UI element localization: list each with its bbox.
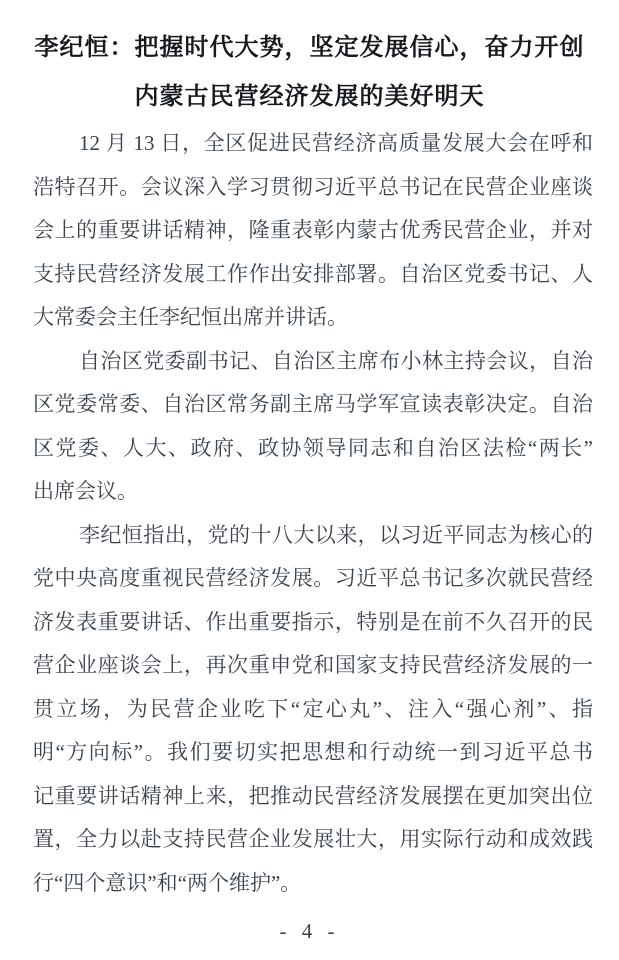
body-paragraph-2-line-4: 出席会议。 [33,479,138,503]
document-body [33,122,593,905]
document-title [0,0,619,122]
document-title-line-2: 内蒙古民营经济发展的美好明天 [134,84,485,110]
body-paragraph-3-line-4: 营企业座谈会上，再次重申党和国家支持民营经济发展的一 [33,653,593,677]
page-number: - 4 - [279,919,340,943]
body-paragraph-3-line-8: 置，全力以赴支持民营企业发展壮大，用实际行动和成效践 [33,827,593,851]
body-paragraph-3-line-6: 明“方向标”。我们要切实把思想和行动统一到习近平总书 [33,740,593,764]
body-paragraph-3-line-9: 行“四个意识”和“两个维护”。 [33,870,302,895]
body-paragraph-3-line-1: 李纪恒指出，党的十八大以来，以习近平同志为核心的 [79,522,593,547]
body-paragraph-3-line-3: 济发表重要讲话、作出重要指示，特别是在前不久召开的民 [33,609,593,634]
body-paragraph-1-line-5: 大常委会主任李纪恒出席并讲话。 [33,305,348,329]
body-paragraph-2-line-1: 自治区党委副书记、自治区主席布小林主持会议，自治 [79,348,593,373]
body-paragraph-3-line-5: 贯立场，为民营企业吃下“定心丸”、注入“强心剂”、指 [33,696,593,721]
body-paragraph-1-line-2: 浩特召开。会议深入学习贯彻习近平总书记在民营企业座谈 [33,174,593,199]
body-paragraph-1-line-3: 会上的重要讲话精神，隆重表彰内蒙古优秀民营企业，并对 [33,218,593,242]
body-paragraph-1-line-1: 12 月 13 日，全区促进民营经济高质量发展大会在呼和 [79,131,593,155]
body-paragraph-2-line-3: 区党委、人大、政府、政协领导同志和自治区法检“两长” [33,435,593,460]
body-paragraph-3-line-7: 记重要讲话精神上来，把推动民营经济发展摆在更加突出位 [33,783,593,808]
body-paragraph-3-line-2: 党中央高度重视民营经济发展。习近平总书记多次就民营经 [33,566,593,590]
document-title-line-1: 李纪恒：把握时代大势，坚定发展信心，奋力开创 [34,35,585,61]
body-paragraph-2-line-2: 区党委常委、自治区常务副主席马学军宣读表彰决定。自治 [33,392,593,416]
body-paragraph-1-line-4: 支持民营经济发展工作作出安排部署。自治区党委书记、人 [33,261,593,286]
